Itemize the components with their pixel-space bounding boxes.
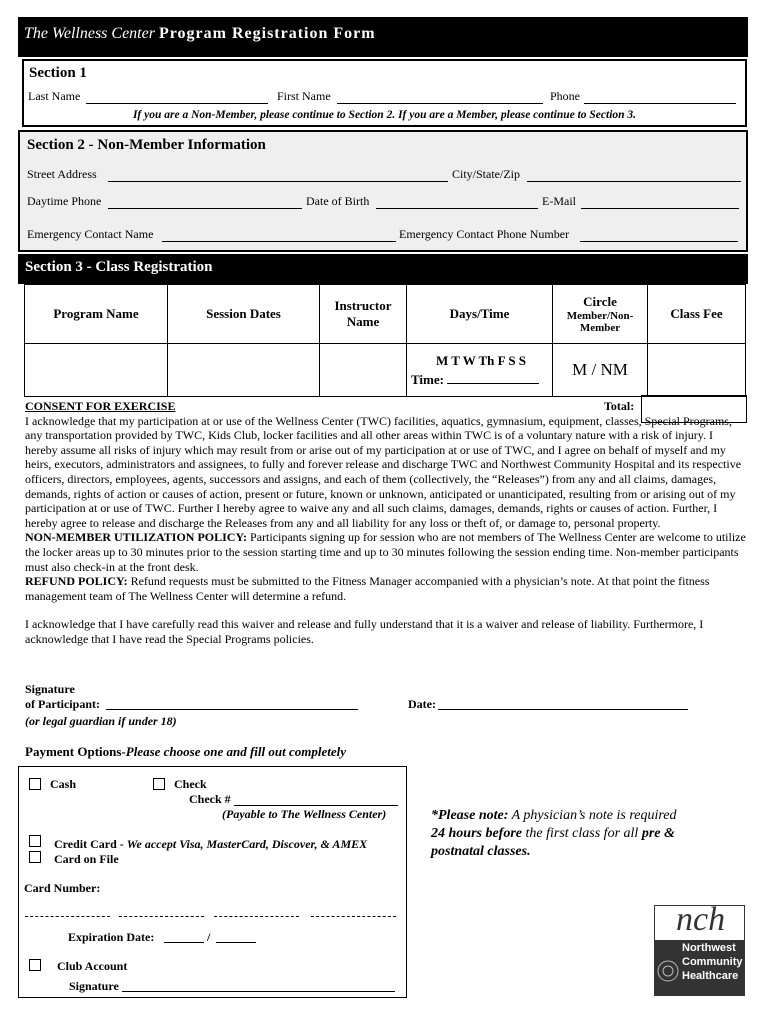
logo-line-2: Community xyxy=(682,956,743,968)
last-name-field[interactable] xyxy=(86,103,268,104)
col-member-nonmember xyxy=(553,285,648,344)
payment-heading-text: Payment Options- xyxy=(25,744,126,759)
phone-field[interactable] xyxy=(584,103,736,104)
session-dates-cell[interactable] xyxy=(168,344,320,397)
logo-line-1: Northwest xyxy=(682,942,736,954)
table-row xyxy=(25,344,746,397)
last-name-label: Last Name xyxy=(28,89,81,103)
expiration-year-field[interactable] xyxy=(216,942,256,943)
expiration-slash: / xyxy=(207,930,211,944)
club-account-label: Club Account xyxy=(57,959,128,973)
title-organization: The Wellness Center xyxy=(24,25,155,42)
refund-policy-text: Refund requests must be submitted to the Fitness Manager accompanied with a physician’s note. At that point the fitness management team of The Wellness Center will determine a refund. xyxy=(25,574,710,603)
total-label: Total: xyxy=(604,399,635,413)
card-on-file-checkbox[interactable] xyxy=(29,851,41,863)
table-header-row xyxy=(25,285,746,344)
street-address-field[interactable] xyxy=(108,181,448,182)
nonmember-policy-text: Participants signing up for session who are not members of The Wellness Center are welcome to utilize the locker areas up to 30 minutes prior to the session starting time and up to 30 minutes following the session ending time. Non-member participants must also check-in at the front desk. xyxy=(25,530,746,574)
cash-checkbox[interactable] xyxy=(29,778,41,790)
section-3-bar xyxy=(18,254,748,284)
class-fee-cell[interactable] xyxy=(648,344,746,397)
card-number-label: Card Number: xyxy=(24,881,101,895)
member-nonmember-label: Member/Non-Member xyxy=(566,310,634,334)
logo-text xyxy=(682,941,743,983)
note-label: *Please note: xyxy=(431,808,509,823)
credit-card-text: Credit Card - xyxy=(54,837,127,851)
member-choice-cell[interactable]: M / NM xyxy=(553,344,648,397)
payment-signature-field[interactable] xyxy=(122,991,395,992)
nch-logo xyxy=(654,901,745,996)
expiration-month-field[interactable] xyxy=(164,942,204,943)
days-time-cell[interactable] xyxy=(407,344,553,397)
logo-emblem-icon xyxy=(656,945,684,993)
section-3-heading: Section 3 - Class Registration xyxy=(25,259,213,275)
city-state-zip-field[interactable] xyxy=(527,181,741,182)
signature-field[interactable] xyxy=(106,709,358,710)
emergency-phone-field[interactable] xyxy=(580,241,738,242)
club-account-checkbox[interactable] xyxy=(29,959,41,971)
logo-line-3: Healthcare xyxy=(682,970,739,982)
section-1-instruction: If you are a Non-Member, please continue to Section 2. If you are a Member, please continue to Section 3. xyxy=(132,109,637,121)
dob-field[interactable] xyxy=(376,208,538,209)
note-prenatal: pre & postnatal classes. xyxy=(431,826,675,859)
email-label: E-Mail xyxy=(542,194,576,208)
title-form-name: Program Registration Form xyxy=(158,25,376,42)
check-checkbox[interactable] xyxy=(153,778,165,790)
days-letters: M T W Th F S S xyxy=(435,352,527,368)
date-field[interactable] xyxy=(438,709,688,710)
signature-label-2: of Participant: xyxy=(25,697,100,711)
consent-section xyxy=(25,399,747,647)
city-state-zip-label: City/State/Zip xyxy=(452,167,520,181)
signature-label-1: Signature xyxy=(25,682,75,696)
expiration-label: Expiration Date: xyxy=(68,930,155,944)
cash-label: Cash xyxy=(50,777,77,791)
street-address-label: Street Address xyxy=(27,167,97,181)
payment-heading-italic: Please choose one and fill out completely xyxy=(125,744,346,759)
acknowledgement-text: I acknowledge that I have carefully read this waiver and release and fully understand that it is a waiver and release of liability. Furthermore, I acknowledge that I have read the Special Programs policies. xyxy=(25,617,704,646)
consent-heading: CONSENT FOR EXERCISE xyxy=(25,399,176,413)
check-number-label: Check # xyxy=(189,792,231,806)
payment-options-box xyxy=(18,766,407,998)
section-2-heading: Section 2 - Non-Member Information xyxy=(27,137,266,153)
payable-note: (Payable to The Wellness Center) xyxy=(222,807,387,821)
check-number-field[interactable] xyxy=(234,805,398,806)
credit-card-checkbox[interactable] xyxy=(29,835,41,847)
program-name-cell[interactable] xyxy=(25,344,168,397)
emergency-name-field[interactable] xyxy=(162,241,396,242)
date-label: Date: xyxy=(408,697,436,711)
refund-policy-label: REFUND POLICY: xyxy=(25,574,128,589)
circle-label: Circle xyxy=(583,294,617,309)
section-1 xyxy=(22,59,747,127)
first-name-label: First Name xyxy=(277,89,331,103)
col-class-fee: Class Fee xyxy=(648,285,746,344)
daytime-phone-label: Daytime Phone xyxy=(27,194,102,208)
col-days-time: Days/Time xyxy=(407,285,553,344)
check-label: Check xyxy=(174,777,207,791)
form-title-bar xyxy=(18,17,748,57)
email-field[interactable] xyxy=(581,208,739,209)
col-session-dates: Session Dates xyxy=(168,285,320,344)
instructor-cell[interactable] xyxy=(320,344,407,397)
time-label: Time: xyxy=(411,371,444,387)
consent-paragraph: I acknowledge that my participation at or use of the Wellness Center (TWC) facilities, aquatics, gymnasium, equipment, classes, Special Programs, any transportation provided by TWC, Kids Club, locker facilities and all other areas within TWC is of a voluntary nature with a risk of injury. I hereby assume all risks of injury which may result from or arise out of my participation at or use of TWC, and I agree on behalf of myself and my heirs, executors, administrators and assignees, to fully and forever release and discharge TWC and Northwest Community Hospital and its respective officers, directors, employees, agents, successors and assigns, and each of them (collectively, the “Releases”) from any and all claims, damages, demands, rights of action or causes of action, present or future, known or unknown, anticipated or unanticipated, resulting from or arising out of my participation at or use of TWC. Further I hereby agree to waive any and all such claims, damages, demands, rights or causes of action. Further, I hereby agree to release and discharge the Releases from any and all liability for any loss or theft of, or damage to, personal property. xyxy=(25,413,742,530)
col-instructor-name: Instructor Name xyxy=(320,285,407,344)
class-registration-table xyxy=(24,284,746,397)
col-program-name: Program Name xyxy=(25,285,168,344)
credit-card-label xyxy=(54,837,367,852)
time-field[interactable] xyxy=(447,383,539,384)
section-2 xyxy=(18,130,748,252)
note-text-1: A physician’s note is required xyxy=(508,808,677,823)
first-name-field[interactable] xyxy=(337,103,543,104)
credit-card-accepted: We accept Visa, MasterCard, Discover, & AMEX xyxy=(126,837,368,851)
payment-heading xyxy=(25,744,346,760)
card-on-file-label: Card on File xyxy=(54,852,119,866)
note-24-hours: 24 hours before xyxy=(431,826,523,841)
emergency-name-label: Emergency Contact Name xyxy=(27,227,154,241)
note-text-2: the first class for all xyxy=(522,826,642,841)
emergency-phone-label: Emergency Contact Phone Number xyxy=(399,227,570,241)
phone-label: Phone xyxy=(550,89,580,103)
dob-label: Date of Birth xyxy=(306,194,370,208)
payment-signature-label: Signature xyxy=(69,979,119,993)
physician-note xyxy=(431,807,681,861)
nonmember-policy-label: NON-MEMBER UTILIZATION POLICY: xyxy=(25,530,248,545)
section-1-heading: Section 1 xyxy=(29,65,87,81)
daytime-phone-field[interactable] xyxy=(108,208,302,209)
nch-logo-mark: nch xyxy=(676,901,726,938)
guardian-note: (or legal guardian if under 18) xyxy=(25,714,177,728)
